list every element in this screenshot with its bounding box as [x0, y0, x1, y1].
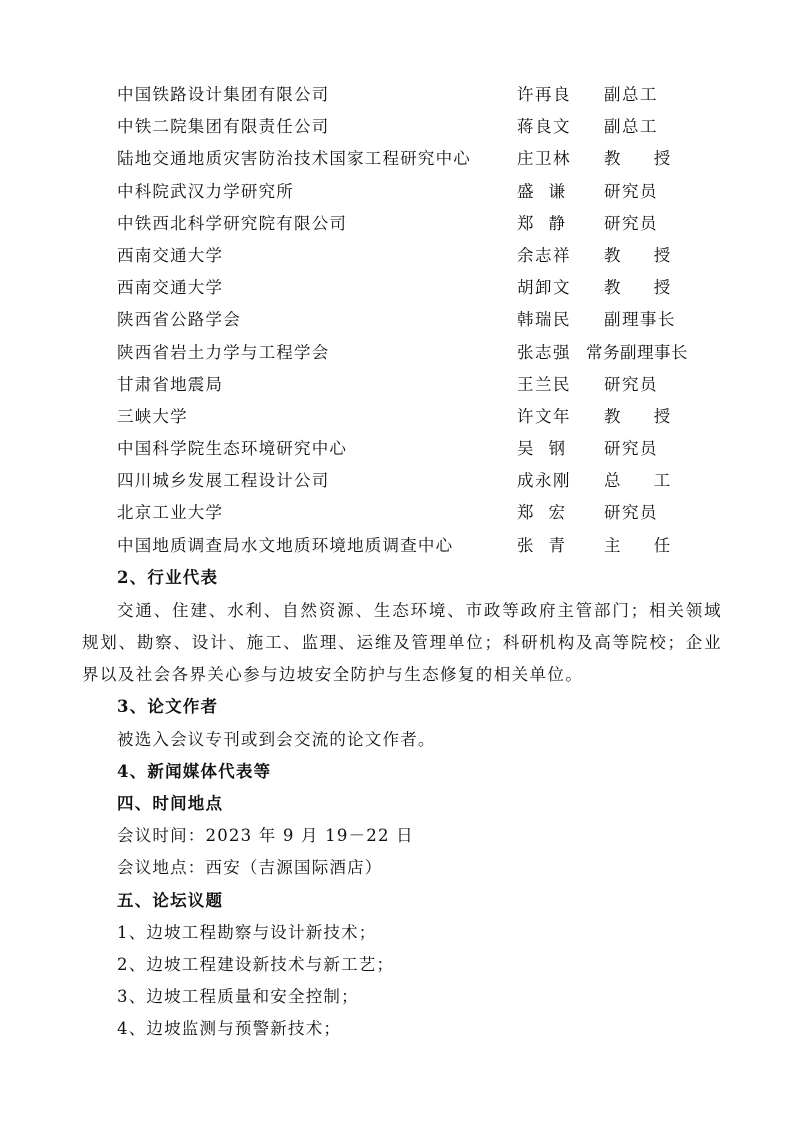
authors-heading: 3、论文作者	[117, 697, 219, 716]
person-title: 副总工	[604, 85, 658, 104]
person-name: 张志强	[517, 342, 571, 362]
topics-heading: 五、论坛议题	[117, 891, 224, 910]
person-title: 教 授	[604, 245, 685, 265]
organization: 中铁二院集团有限责任公司	[117, 117, 330, 137]
person-name: 吴 钢	[517, 439, 567, 459]
organization: 中国地质调查局水文地质环境地质调查中心	[117, 535, 454, 555]
person-name: 郑 宏	[517, 503, 567, 523]
organization: 陆地交通地质灾害防治技术国家工程研究中心	[117, 149, 471, 169]
person-name: 蒋良文	[517, 117, 571, 137]
organization: 陕西省公路学会	[117, 310, 241, 330]
industry-body: 交通、住建、水利、自然资源、生态环境、市政等政府主管部门；相关领域规划、勘察、设计、施工、监理、运维及管理单位；科研机构及高等院校；企业界以及社会各界关心参与边坡安全防护与生态修复的相关单位。	[82, 601, 722, 684]
organization: 中科院武汉力学研究所	[117, 181, 294, 201]
organization: 中国科学院生态环境研究中心	[117, 439, 348, 459]
organization: 三峡大学	[117, 406, 188, 426]
person-title: 研究员	[604, 439, 658, 459]
organization: 中铁西北科学研究院有限公司	[117, 213, 348, 233]
person-name: 韩瑞民	[517, 310, 571, 330]
person-title: 主 任	[604, 535, 685, 555]
person-title: 副理事长	[604, 310, 676, 330]
media-heading: 4、新闻媒体代表等	[117, 762, 272, 781]
meeting-time: 会议时间：2023 年 9 月 19－22 日	[117, 826, 414, 845]
person-title: 副总工	[604, 117, 658, 137]
organization: 甘肃省地震局	[117, 374, 224, 394]
person-title: 研究员	[604, 503, 658, 523]
person-title: 教 授	[604, 406, 685, 426]
organization: 北京工业大学	[117, 503, 224, 523]
person-title: 研究员	[604, 181, 658, 201]
person-name: 胡卸文	[517, 278, 571, 298]
topic-item: 2、边坡工程建设新技术与新工艺；	[117, 955, 395, 974]
person-name: 许再良	[517, 85, 571, 104]
topic-item: 1、边坡工程勘察与设计新技术；	[117, 923, 377, 942]
industry-heading: 2、行业代表	[117, 568, 219, 587]
person-name: 郑 静	[517, 213, 567, 233]
organization: 西南交通大学	[117, 278, 224, 298]
organization: 西南交通大学	[117, 245, 224, 265]
person-name: 张 青	[517, 535, 567, 555]
person-name: 余志祥	[517, 245, 571, 265]
meeting-place: 会议地点：西安（吉源国际酒店）	[117, 858, 383, 877]
person-name: 庄卫林	[517, 149, 571, 169]
topic-item: 3、边坡工程质量和安全控制；	[117, 987, 359, 1006]
person-title: 教 授	[604, 278, 685, 298]
person-name: 王兰民	[517, 374, 571, 394]
person-name: 成永刚	[517, 471, 571, 491]
topic-item: 4、边坡监测与预警新技术；	[117, 1019, 342, 1038]
authors-body: 被选入会议专刊或到会交流的论文作者。	[117, 730, 436, 749]
time-place-heading: 四、时间地点	[117, 794, 224, 813]
person-title: 教 授	[604, 149, 685, 169]
organization: 四川城乡发展工程设计公司	[117, 471, 330, 491]
person-title: 研究员	[604, 213, 658, 233]
person-title: 研究员	[604, 374, 658, 394]
person-name: 盛 谦	[517, 181, 567, 201]
organization: 中国铁路设计集团有限公司	[117, 85, 330, 104]
person-title: 常务副理事长	[586, 342, 688, 362]
person-title: 总 工	[604, 471, 685, 491]
organization: 陕西省岩土力学与工程学会	[117, 342, 330, 362]
person-name: 许文年	[517, 406, 571, 426]
